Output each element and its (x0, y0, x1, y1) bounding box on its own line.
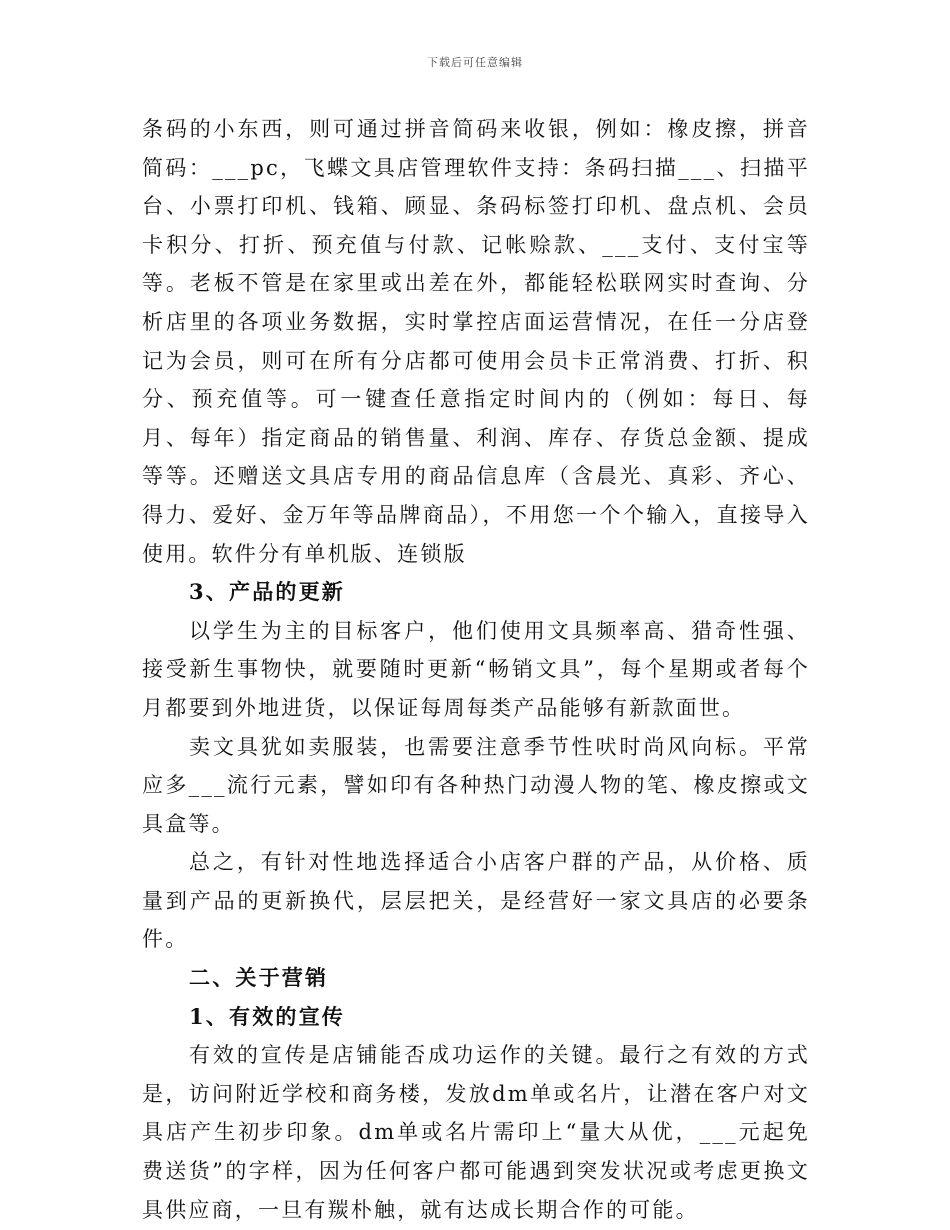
heading-effective-promotion: 1、有效的宣传 (189, 1003, 346, 1029)
heading-marketing: 二、关于营销 (189, 965, 329, 991)
paragraph-pos-features: 条码的小东西，则可通过拼音简码来收银，例如：橡皮擦，拼音简码：___pc，飞蝶文具店管理软件支持：条码扫描___、扫描平台、小票打印机、钱箱、顾显、条码标签打印机、盘点机、会员卡积分、打折、预充值与付款、记帐赊款、___支付、支付宝等等。老板不管是在家里或出差在外，都能轻松联网实时查询、分析店里的各项业务数据，实时掌控店面运营情况，在任一分店登记为会员，则可在所有分店都可使用会员卡正常消费、打折、积分、预充值等。可一键查任意指定时间内的（例如：每日、每月、每年）指定商品的销售量、利润、库存、存货总金额、提成等等。还赠送文具店专用的商品信息库（含晨光、真彩、齐心、得力、爱好、金万年等品牌商品），不用您一个个输入，直接导入使用。软件分有单机版、连锁版 (142, 117, 810, 566)
paragraph-summary: 总之，有针对性地选择适合小店客户群的产品，从价格、质量到产品的更新换代，层层把关，是经营好一家文具店的必要条件。 (142, 850, 810, 952)
document-body (142, 110, 810, 1229)
heading-product-update: 3、产品的更新 (189, 579, 346, 605)
paragraph-promotion: 有效的宣传是店铺能否成功运作的关键。最行之有效的方式是，访问附近学校和商务楼，发放dm单或名片，让潜在客户对文具店产生初步印象。dm单或名片需印上“量大从优，___元起免费送货”的字样，因为任何客户都可能遇到突发状况或考虑更换文具供应商，一旦有羰朴触，就有达成长期合作的可能。 (142, 1043, 810, 1222)
page-header: 下载后可任意编辑 (427, 56, 523, 69)
paragraph-target-customers: 以学生为主的目标客户，他们使用文具频率高、猎奇性强、接受新生事物快，就要随时更新“畅销文具”，每个星期或者每个月都要到外地进货，以保证每周每类产品能够有新款面世。 (142, 618, 810, 720)
paragraph-seasonal-trends: 卖文具犹如卖服装，也需要注意季节性吠时尚风向标。平常应多___流行元素，譬如印有各种热门动漫人物的笔、橡皮擦或文具盒等。 (142, 734, 810, 836)
